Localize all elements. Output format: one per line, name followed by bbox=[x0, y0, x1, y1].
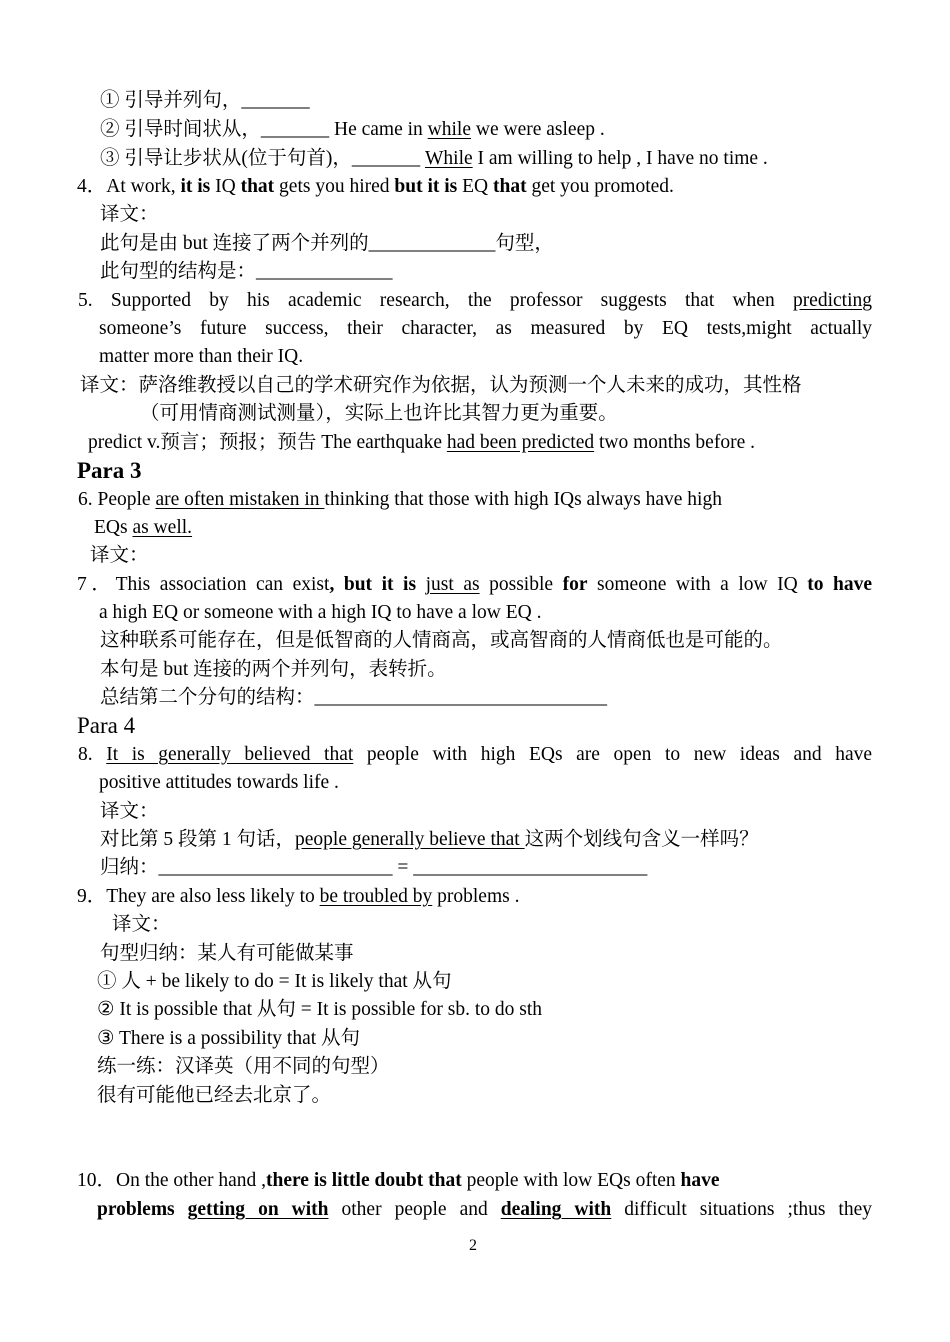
text-segment: 5. Supported by his academic research, the professor suggests that when bbox=[78, 290, 793, 311]
text-segment: （可用情商测试测量），实际上也许比其智力更为重要。 bbox=[140, 403, 618, 424]
text-segment: 很有可能他已经去北京了。 bbox=[97, 1085, 332, 1106]
pattern-line-3 bbox=[97, 1027, 360, 1051]
text-segment: 10．On the other hand , bbox=[77, 1170, 267, 1191]
text-segment: EQ bbox=[457, 176, 494, 197]
text-segment: problems . bbox=[432, 886, 520, 907]
text-segment: ③ 引导让步状从(位于句首)，_______ bbox=[100, 148, 425, 169]
text-segment: 这种联系可能存在，但是低智商的人情商高，或高智商的人情商低也是可能的。 bbox=[100, 630, 783, 651]
sentence-5-cont bbox=[99, 317, 872, 341]
text-segment: predicting bbox=[792, 290, 872, 311]
text-segment: people with low EQs often bbox=[461, 1170, 681, 1191]
text-segment: 8. bbox=[78, 744, 107, 765]
text-segment: 7．This association can exist bbox=[77, 574, 330, 595]
text-segment: someone’s future success, their character, as measured by EQ tests,might actually bbox=[99, 318, 872, 339]
text-segment: ① 引导并列句，_______ bbox=[100, 90, 310, 111]
text-segment: for bbox=[562, 574, 588, 595]
text-segment: matter more than their IQ. bbox=[99, 346, 304, 367]
text-segment: have bbox=[680, 1170, 720, 1191]
note-line bbox=[100, 856, 647, 880]
text-segment: 这两个划线句含义一样吗？ bbox=[524, 829, 759, 850]
text-segment: while bbox=[427, 119, 471, 140]
sentence-10-cont bbox=[97, 1198, 872, 1222]
sentence-9 bbox=[77, 885, 519, 909]
text-segment: 译文：萨洛维教授以自己的学术研究作为依据，认为预测一个人未来的成功，其性格 bbox=[80, 375, 802, 396]
text-segment: 归纳：________________________ = ________________________ bbox=[100, 857, 648, 878]
section-heading bbox=[77, 459, 142, 483]
text-segment: 译文： bbox=[100, 801, 159, 822]
text-segment: just as bbox=[425, 574, 480, 595]
translation-5-cont bbox=[140, 402, 618, 426]
text-segment: it is bbox=[180, 176, 211, 197]
text-segment: we were asleep . bbox=[471, 119, 605, 140]
text-segment: EQs bbox=[94, 517, 133, 538]
practice-item bbox=[97, 1084, 331, 1108]
text-segment: problems bbox=[97, 1199, 188, 1220]
text-segment: be troubled by bbox=[319, 886, 433, 907]
text-segment: but it is bbox=[394, 176, 458, 197]
text-segment: I am willing to help , I have no time . bbox=[472, 148, 768, 169]
text-segment: to have bbox=[807, 574, 873, 595]
text-segment: 对比第 5 段第 1 句话， bbox=[100, 829, 296, 850]
sentence-5 bbox=[78, 289, 872, 313]
note-line bbox=[100, 942, 354, 966]
text-segment: other people and bbox=[328, 1199, 501, 1220]
sentence-7 bbox=[77, 573, 872, 597]
text-segment: 9．They are also less likely to bbox=[77, 886, 320, 907]
text-segment: 总结第二个分句的结构：______________________________ bbox=[100, 687, 608, 708]
text-segment: While bbox=[425, 148, 473, 169]
text-segment: thinking that those with high IQs always have high bbox=[324, 489, 722, 510]
text-segment: ① 人 + be likely to do = It is likely that 从句 bbox=[97, 971, 452, 992]
option-line-1 bbox=[100, 89, 310, 113]
note-line bbox=[100, 232, 554, 256]
text-segment: 译文： bbox=[100, 204, 159, 225]
text-segment: someone with a low IQ bbox=[587, 574, 808, 595]
sentence-4 bbox=[77, 175, 674, 199]
text-segment: dealing with bbox=[500, 1199, 612, 1220]
text-segment: ③ There is a possibility that 从句 bbox=[97, 1028, 361, 1049]
translation-label bbox=[90, 544, 149, 568]
pattern-line-2 bbox=[97, 998, 542, 1022]
text-segment: there is little doubt that bbox=[266, 1170, 462, 1191]
text-segment: get you promoted. bbox=[526, 176, 674, 197]
pattern-line-1 bbox=[97, 970, 452, 994]
text-segment: as well. bbox=[132, 517, 193, 538]
text-segment: a high EQ or someone with a high IQ to have a low EQ . bbox=[99, 602, 542, 623]
text-segment: that bbox=[240, 176, 275, 197]
text-segment: that bbox=[493, 176, 527, 197]
text-segment bbox=[416, 574, 426, 595]
sentence-6-cont bbox=[94, 516, 192, 540]
text-segment: positive attitudes towards life . bbox=[99, 772, 339, 793]
text-segment: 句型归纳：某人有可能做某事 bbox=[100, 943, 354, 964]
section-heading bbox=[77, 714, 135, 738]
text-segment: It is generally believed that bbox=[106, 744, 354, 765]
sentence-10 bbox=[77, 1169, 720, 1193]
text-segment: 译文： bbox=[90, 545, 149, 566]
text-segment: possible bbox=[479, 574, 563, 595]
translation-label bbox=[100, 800, 159, 824]
translation-label bbox=[112, 913, 171, 937]
text-segment: , but it is bbox=[329, 574, 417, 595]
translation-label bbox=[100, 203, 159, 227]
text-segment: 练一练：汉译英（用不同的句型） bbox=[97, 1056, 390, 1077]
sentence-8-cont bbox=[99, 771, 339, 795]
text-segment: people generally believe that bbox=[295, 829, 525, 850]
text-segment: gets you hired bbox=[274, 176, 395, 197]
text-segment: had been predicted bbox=[446, 432, 595, 453]
text-segment: difficult situations ;thus they bbox=[611, 1199, 872, 1220]
text-segment: 此句型的结构是：______________ bbox=[100, 261, 393, 282]
text-segment: are often mistaken in bbox=[155, 489, 325, 510]
sentence-7-cont bbox=[99, 601, 541, 625]
note-line bbox=[100, 686, 607, 710]
text-segment: getting on with bbox=[187, 1199, 329, 1220]
option-line-3 bbox=[100, 147, 768, 171]
text-segment: predict v.预言；预报；预告 The earthquake bbox=[88, 432, 447, 453]
practice-heading bbox=[97, 1055, 390, 1079]
text-segment: 6. People bbox=[78, 489, 156, 510]
translation-7 bbox=[100, 629, 783, 653]
page-number: 2 bbox=[469, 1237, 477, 1254]
note-line bbox=[100, 658, 447, 682]
text-segment: 4．At work, bbox=[77, 176, 181, 197]
text-segment: ② 引导时间状从，_______ He came in bbox=[100, 119, 428, 140]
text-segment: Para 3 bbox=[77, 458, 142, 483]
sentence-8 bbox=[78, 743, 872, 767]
text-segment: 此句是由 but 连接了两个并列的_____________句型， bbox=[100, 233, 554, 254]
option-line-2 bbox=[100, 118, 605, 142]
text-segment: people with high EQs are open to new ideas and have bbox=[353, 744, 873, 765]
text-segment: 本句是 but 连接的两个并列句，表转折。 bbox=[100, 659, 447, 680]
note-line bbox=[100, 260, 393, 284]
text-segment: ② It is possible that 从句 = It is possible for sb. to do sth bbox=[97, 999, 543, 1020]
vocab-note bbox=[88, 431, 755, 455]
note-line bbox=[100, 828, 759, 852]
text-segment: Para 4 bbox=[77, 713, 136, 738]
translation-5 bbox=[80, 374, 802, 398]
text-segment: two months before . bbox=[594, 432, 755, 453]
sentence-5-cont bbox=[99, 345, 303, 369]
text-segment: IQ bbox=[210, 176, 241, 197]
sentence-6 bbox=[78, 488, 722, 512]
text-segment: 译文： bbox=[112, 914, 171, 935]
